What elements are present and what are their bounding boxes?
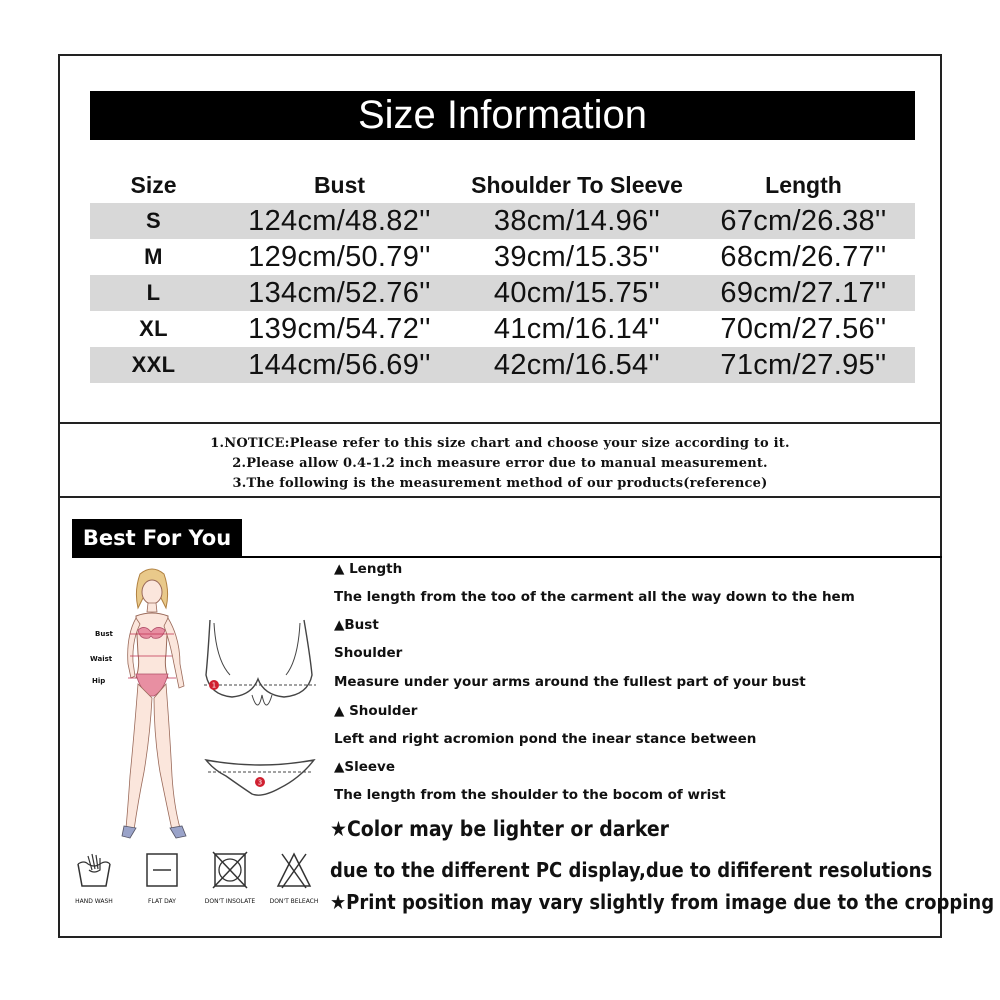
table-row	[90, 275, 915, 311]
cell-shoulder: 39cm/15.35''	[493, 240, 661, 273]
cell-bust: 134cm/52.76''	[217, 275, 462, 311]
cell-length: 71cm/27.95''	[692, 347, 915, 383]
model-figure-illustration	[100, 566, 200, 841]
header-length: Length	[765, 171, 842, 198]
figure-label-waist: Waist	[90, 655, 113, 663]
header-shoulder-to-sleeve: Shoulder To Sleeve	[471, 171, 683, 198]
cell-length: 69cm/27.17''	[692, 275, 915, 311]
figure-label-hip: Hip	[92, 677, 106, 685]
best-for-you-underline	[72, 556, 942, 558]
cell-size: M	[144, 244, 163, 269]
display-note: due to the different PC display,due to dififerent resolutions	[330, 858, 933, 882]
care-label: HAND WASH	[75, 898, 113, 905]
note-line: 3.The following is the measurement method of our products(reference)	[232, 476, 768, 491]
size-info-title: Size Information	[90, 91, 915, 140]
instruction-sleeve-heading: ▲Sleeve	[334, 759, 396, 775]
cell-length: 67cm/26.38''	[692, 203, 915, 239]
notice-notes	[58, 434, 942, 494]
care-do-not-bleach	[264, 850, 324, 905]
cell-shoulder: 40cm/15.75''	[462, 275, 692, 311]
cell-shoulder: 38cm/14.96''	[462, 203, 692, 239]
instruction-sleeve-text: The length from the shoulder to the bocom of wrist	[334, 787, 726, 803]
table-row	[90, 311, 915, 347]
cell-size: L	[90, 275, 217, 311]
divider	[58, 496, 942, 498]
bikini-bottom-diagram	[200, 752, 320, 812]
instruction-length-heading: ▲ Length	[334, 561, 403, 577]
flat-dry-icon	[142, 850, 182, 890]
divider	[58, 422, 942, 424]
do-not-insolate-icon	[210, 850, 250, 890]
print-note: ★Print position may vary slightly from image due to the cropping	[330, 890, 995, 914]
hand-wash-icon	[74, 850, 114, 890]
bikini-top-diagram	[200, 615, 320, 720]
table-row	[90, 347, 915, 383]
care-do-not-insolate	[200, 850, 260, 905]
cell-length: 68cm/26.77''	[720, 240, 887, 273]
instruction-bust-text: Measure under your arms around the fullest part of your bust	[334, 674, 806, 690]
note-line: 1.NOTICE:Please refer to this size chart and choose your size according to it.	[210, 436, 790, 451]
size-table	[90, 167, 915, 383]
instruction-shoulder-heading: ▲ Shoulder	[334, 703, 418, 719]
instruction-bust-heading: ▲Bust	[334, 617, 379, 633]
header-bust: Bust	[313, 171, 366, 198]
instruction-shoulder-text: Left and right acromion pond the inear stance between	[334, 731, 757, 747]
cell-length: 70cm/27.56''	[720, 312, 887, 345]
care-label: FLAT DAY	[148, 898, 176, 905]
table-row	[90, 203, 915, 239]
cell-shoulder: 41cm/16.14''	[493, 312, 661, 345]
instruction-length-text: The length from the too of the carment all the way down to the hem	[334, 589, 855, 605]
table-row	[90, 239, 915, 275]
care-label: DON'T BELEACH	[269, 898, 319, 905]
care-label: DON'T INSOLATE	[204, 898, 256, 905]
note-line: 2.Please allow 0.4-1.2 inch measure error due to manual measurement.	[232, 456, 768, 471]
svg-text:1: 1	[211, 681, 217, 690]
cell-bust: 124cm/48.82''	[217, 203, 462, 239]
cell-size: S	[90, 203, 217, 239]
cell-size: XXL	[90, 347, 217, 383]
svg-text:3: 3	[257, 778, 263, 787]
header-size: Size	[130, 171, 177, 198]
best-for-you-tab: Best For You	[72, 519, 242, 557]
cell-shoulder: 42cm/16.54''	[462, 347, 692, 383]
color-note: ★Color may be lighter or darker	[330, 817, 669, 841]
figure-label-bust: Bust	[95, 630, 113, 638]
cell-bust: 139cm/54.72''	[248, 312, 431, 345]
cell-bust: 144cm/56.69''	[217, 347, 462, 383]
cell-bust: 129cm/50.79''	[248, 240, 431, 273]
care-hand-wash	[64, 850, 124, 905]
care-flat-dry	[132, 850, 192, 905]
table-header-row	[90, 167, 915, 203]
cell-size: XL	[139, 316, 168, 341]
instruction-shoulder-label: Shoulder	[334, 645, 403, 661]
do-not-bleach-icon	[274, 850, 314, 890]
